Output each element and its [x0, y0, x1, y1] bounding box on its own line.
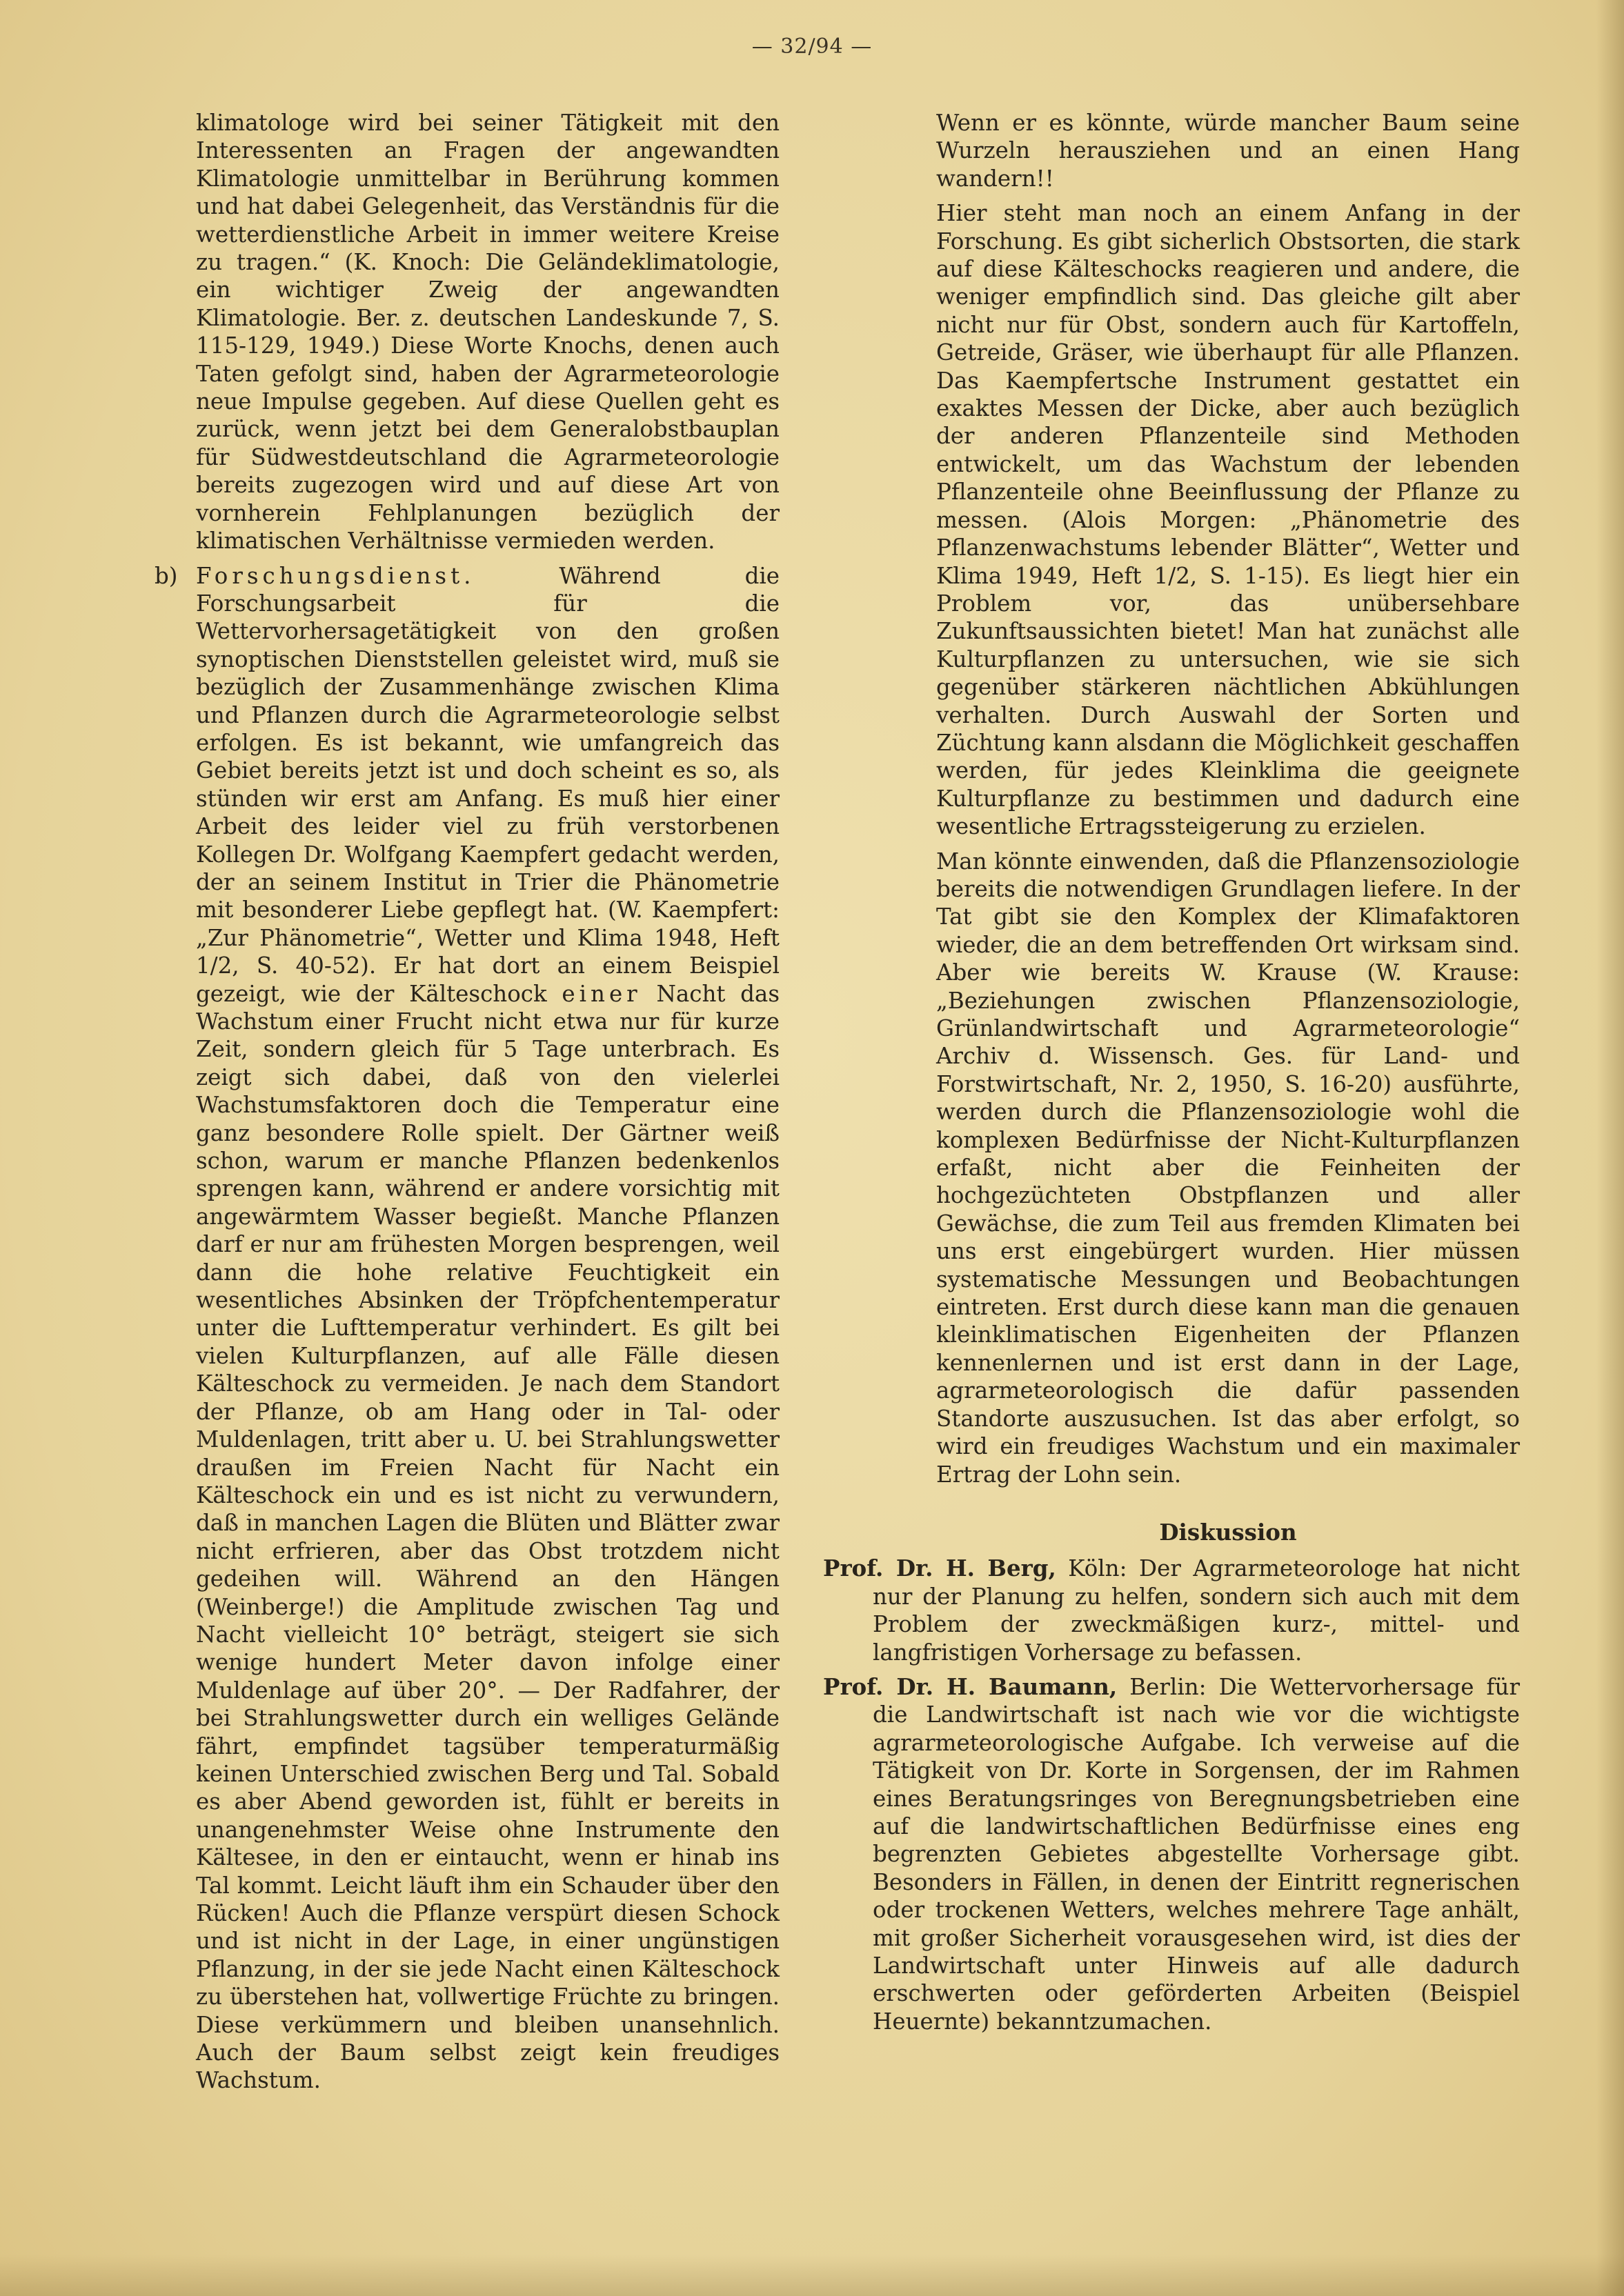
- right-paragraph-2: Hier steht man noch an einem Anfang in der Forschung. Es gibt sicherlich Obstsorten, die stark auf diese Kälteschocks reagieren und andere, die weniger empfindlich sind. Das gleiche gilt aber nicht nur für Obst, sondern auch für Kartoffeln, Getreide, Gräser, wie überhaupt für alle Pflanzen. Das Kaempfertsche Instrument gestattet ein exaktes Messen der Dicke, aber auch bezüglich der anderen Pflanzenteile sind Methoden entwickelt, um das Wachstum der lebenden Pflanzenteile ohne Beeinflussung der Pflanze zu messen. (Alois Morgen: „Phänometrie des Pflanzenwachstums lebender Blätter“, Wetter und Klima 1949, Heft 1/2, S. 1-15). Es liegt hier ein Problem vor, das unübersehbare Zukunftsaussichten bietet! Man hat zunächst alle Kulturpflanzen zu untersuchen, wie sie sich gegenüber stärkeren nächtlichen Abkühlungen verhalten. Durch Auswahl der Sorten und Züchtung kann alsdann die Möglichkeit geschaffen werden, für jedes Kleinklima die geeignete Kulturpflanze zu bestimmen und dadurch eine wesentliche Ertragssteigerung zu erzielen.: [936, 200, 1520, 840]
- speaker-name-berg: Prof. Dr. H. Berg,: [823, 1555, 1056, 1582]
- left-column: [155, 109, 780, 2095]
- speaker-name-baumann: Prof. Dr. H. Baumann,: [823, 1673, 1118, 1700]
- right-column: [823, 109, 1520, 2035]
- item-b-emphasis: einer: [562, 980, 642, 1007]
- speaker-text-berg: Köln: Der Agrarmeteorologe hat nicht nur der Planung zu helfen, sondern sich auch mit dem Problem der zweckmäßigen kurz-, mittel- und langfristigen Vorhersage zu befassen.: [873, 1555, 1520, 1666]
- discussion-entry-baumann: [823, 1673, 1520, 2035]
- page-right-edge-shadow: [1596, 0, 1624, 2296]
- right-paragraph-1: Wenn er es könnte, würde mancher Baum seine Wurzeln herausziehen und an einen Hang wandern!!: [936, 110, 1520, 192]
- right-paragraph-3: Man könnte einwenden, daß die Pflanzensoziologie bereits die notwendigen Grundlagen liefere. In der Tat gibt sie den Komplex der Klimafaktoren wieder, die an dem betreffenden Ort wirksam sind. Aber wie bereits W. Krause (W. Krause: „Beziehungen zwischen Pflanzensoziologie, Grünlandwirtschaft und Agrarmeteorologie“ Archiv d. Wissensch. Ges. für Land- und Forstwirtschaft, Nr. 2, 1950, S. 16-20) ausführte, werden durch die Pflanzensoziologie wohl die komplexen Bedürfnisse der Nicht-Kulturpflanzen erfaßt, nicht aber die Feinheiten der hochgezüchteten Obstpflanzen und aller Gewächse, die zum Teil aus fremden Klimaten bei uns erst eingebürgert wurden. Hier müssen systematische Messungen und Beobachtungen eintreten. Erst durch diese kann man die genauen kleinklimatischen Eigenheiten der Pflanzen kennenlernen und ist erst dann in der Lage, agrarmeteorologisch die dafür passenden Standorte auszusuchen. Ist das aber erfolgt, so wird ein freudiges Wachstum und ein maximaler Ertrag der Lohn sein.: [936, 848, 1520, 1488]
- speaker-text-baumann: Berlin: Die Wettervorhersage für die Landwirtschaft ist nach wie vor die wichtigste agrarmeteorologische Aufgabe. Ich verweise auf die Tätigkeit von Dr. Korte in Sorgensen, der im Rahmen eines Beratungsringes von Beregnungsbetrieben eine auf die landwirtschaftlichen Bedürfnisse eines eng begrenzten Gebietes abgestellte Vorhersage gibt. Besonders in Fällen, in denen der Eintritt regnerischen oder trockenen Wetters, welches mehrere Tage anhält, mit großer Sicherheit vorausgesehen wird, ist dies der Landwirtschaft unter Hinweis auf alle dadurch erschwerten oder geförderten Arbeiten (Beispiel Heuernte) bekanntzumachen.: [873, 1673, 1520, 2035]
- intro-paragraph: klimatologe wird bei seiner Tätigkeit mit den Interessenten an Fragen der angewandten Klimatologie unmittelbar in Berührung kommen und hat dabei Gelegenheit, das Verständnis für die wetterdienstliche Arbeit in immer weitere Kreise zu tragen.“ (K. Knoch: Die Geländeklimatologie, ein wichtiger Zweig der angewandten Klimatologie. Ber. z. deutschen Landeskunde 7, S. 115-129, 1949.) Diese Worte Knochs, denen auch Taten gefolgt sind, haben der Agrarmeteorologie neue Impulse gegeben. Auf diese Quellen geht es zurück, wenn jetzt bei dem Generalobstbauplan für Südwestdeutschland die Agrarmeteorologie bereits zugezogen wird und auf diese Art von vornherein Fehlplanungen bezüglich der klimatischen Verhältnisse vermieden werden.: [196, 110, 780, 555]
- item-b-label: b): [155, 562, 178, 589]
- page-bottom-shadow: [0, 2255, 1624, 2296]
- page-number: — 32/94 —: [751, 34, 873, 59]
- item-b-paragraph: [155, 562, 780, 2095]
- discussion-entry-berg: [823, 1555, 1520, 1666]
- discussion-heading: Diskussion: [1159, 1518, 1297, 1546]
- item-b-text-continued: Nacht das Wachstum einer Frucht nicht etwa nur für kurze Zeit, sondern gleich für 5 Tage unterbrach. Es zeigt sich dabei, daß von den vielerlei Wachstumsfaktoren doch die Temperatur eine ganz besondere Rolle spielt. Der Gärtner weiß schon, warum er manche Pflanzen bedenkenlos sprengen kann, während er andere vorsichtig mit angewärmtem Wasser begießt. Manche Pflanzen darf er nur am frühesten Morgen besprengen, weil dann die hohe relative Feuchtigkeit ein wesentliches Absinken der Tröpfchentemperatur unter die Lufttemperatur verhindert. Es gilt bei vielen Kulturpflanzen, auf alle Fälle diesen Kälteschock zu vermeiden. Je nach dem Standort der Pflanze, ob am Hang oder in Tal- oder Muldenlagen, tritt aber u. U. bei Strahlungswetter draußen im Freien Nacht für Nacht ein Kälteschock ein und es ist nicht zu verwundern, daß in manchen Lagen die Blüten und Blätter zwar nicht erfrieren, aber das Obst trotzdem nicht gedeihen will. Während an den Hängen (Weinberge!) die Amplitude zwischen Tag und Nacht vielleicht 10° beträgt, steigert sie sich wenige hundert Meter davon infolge einer Muldenlage auf über 20°. — Der Radfahrer, der bei Strahlungswetter durch ein welliges Gelände fährt, empfindet tagsüber temperaturmäßig keinen Unterschied zwischen Berg und Tal. Sobald es aber Abend geworden ist, fühlt er bereits in unangenehmster Weise ohne Instrumente den Kältesee, in den er eintaucht, wenn er hinab ins Tal kommt. Leicht läuft ihm ein Schauder über den Rücken! Auch die Pflanze verspürt diesen Schock und ist nicht in der Lage, in einer ungünstigen Pflanzung, in der sie jede Nacht einen Kälteschock zu überstehen hat, vollwertige Früchte zu bringen. Diese verkümmern und bleiben unansehnlich. Auch der Baum selbst zeigt kein freudiges Wachstum.: [196, 980, 780, 2094]
- item-b-text: Während die Forschungsarbeit für die Wettervorhersagetätigkeit von den großen synoptischen Dienststellen geleistet wird, muß sie bezüglich der Zusammenhänge zwischen Klima und Pflanzen durch die Agrarmeteorologie selbst erfolgen. Es ist bekannt, wie umfangreich das Gebiet bereits jetzt ist und doch scheint es so, als stünden wir erst am Anfang. Es muß hier einer Arbeit des leider viel zu früh verstorbenen Kollegen Dr. Wolfgang Kaempfert gedacht werden, der an seinem Institut in Trier die Phänometrie mit besonderer Liebe gepflegt hat. (W. Kaempfert: „Zur Phänometrie“, Wetter und Klima 1948, Heft 1/2, S. 40-52). Er hat dort an einem Beispiel gezeigt, wie der Kälteschock: [196, 562, 780, 1007]
- item-b-heading: Forschungsdienst.: [196, 562, 475, 589]
